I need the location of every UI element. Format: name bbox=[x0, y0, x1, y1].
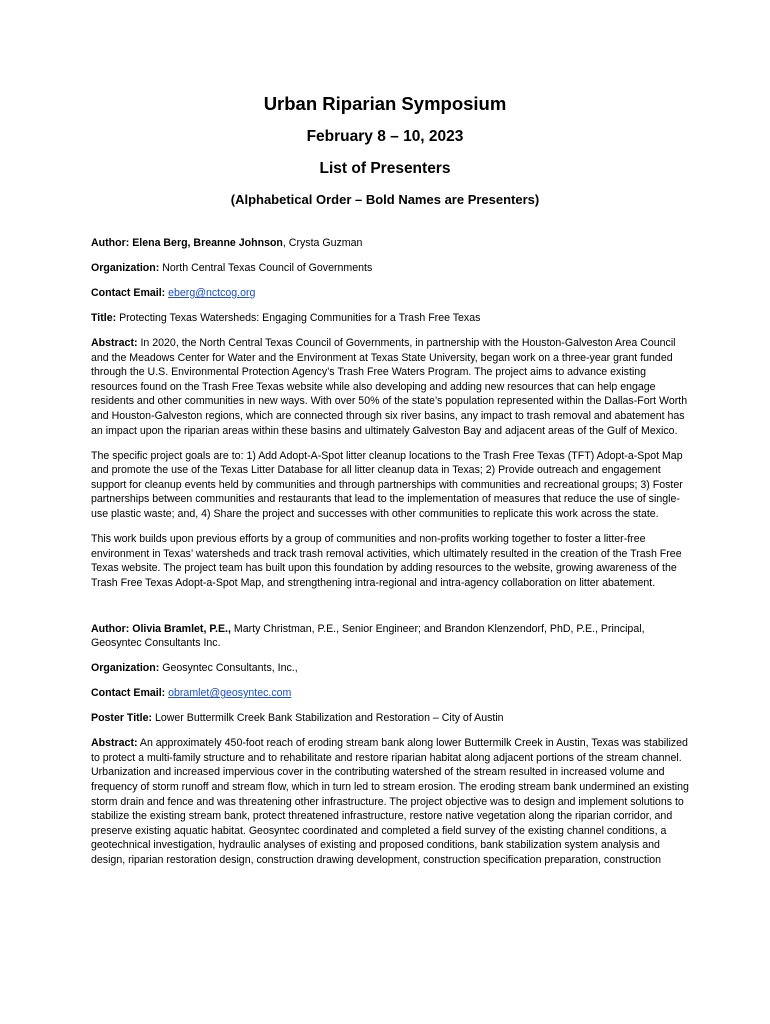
organization-value: North Central Texas Council of Governments bbox=[162, 261, 373, 274]
coauthor-names: , Crysta Guzman bbox=[282, 237, 363, 249]
title-label: Title: bbox=[91, 311, 117, 324]
presenter-names: Olivia Bramlet, P.E., bbox=[132, 622, 231, 635]
background-paragraph: This work builds upon previous efforts by a group of communities and non-profits working together to foster a litter-free environment in Texas’ watersheds and track trash removal activities, which ultimately resulted in the creation of the Trash Free Texas website. The project team has built upon this foundation by adding resources to the website, growing awareness of the Trash Free Texas Adopt-a-Spot Map, and strengthening intra-regional and intra-agency collaboration on litter abatement. bbox=[91, 533, 682, 590]
title-value: Protecting Texas Watersheds: Engaging Communities for a Trash Free Texas bbox=[119, 311, 481, 324]
abstract-text: In 2020, the North Central Texas Council of Governments, in partnership with the Houston-Galveston Area Council and the Meadows Center for Water and the Environment at Texas State University, began work on a three-year grant funded through the U.S. Environmental Protection Agency’s Trash Free Waters Program. The project aims to advance existing resources found on the Trash Free Texas website while also developing and adding new resources that can help engage residents and other communities in new ways. With over 50% of the state’s population represented within the Dallas-Fort Worth and Houston-Galveston regions, which are connected through six river basins, any impact to trash removal and abatement has an impact upon the riparian areas within these basins and ultimately Galveston Bay and adjacent areas of the Gulf of Mexico. bbox=[91, 336, 688, 437]
author-line bbox=[91, 622, 693, 651]
symposium-dates: February 8 – 10, 2023 bbox=[306, 128, 464, 145]
presenter-entry bbox=[91, 236, 693, 591]
abstract-paragraph bbox=[91, 336, 693, 438]
organization-value: Geosyntec Consultants, Inc., bbox=[162, 662, 298, 675]
email-label: Contact Email: bbox=[91, 687, 166, 700]
title-line bbox=[91, 311, 693, 326]
goals-paragraph: The specific project goals are to: 1) Add Adopt-A-Spot litter cleanup locations to the Trash Free Texas (TFT) Adopt-a-Spot Map and promote the use of the Texas Litter Database for all litter cleanup data in Texas; 2) Provide outreach and engagement support for cleanup events held by communities and through partnerships with communities and recreational groups; 3) Foster partnerships between communities and restaurants that lead to the implementation of measures that reduce the use of single-use plastic waste; and, 4) Share the project and successes with other communities to replicate this work across the state. bbox=[91, 449, 683, 521]
email-line bbox=[91, 686, 693, 701]
symposium-title: Urban Riparian Symposium bbox=[263, 93, 507, 114]
email-link[interactable]: eberg@nctcog.org bbox=[168, 286, 256, 299]
abstract-text: An approximately 450-foot reach of eroding stream bank along lower Buttermilk Creek in Austin, Texas was stabilized to protect a multi-family structure and to rehabilitate and restore riparian habitat along adjacent portions of the stream channel. Urbanization and increased impervious cover in the contributing watershed of the stream resulted in increased volume and frequency of storm runoff and stream flow, which in turn led to stream erosion. The eroding stream bank undermined an existing storm drain and fence and was threatening other infrastructure. The project objective was to design and implement solutions to stabilize the existing stream bank, protect threatened infrastructure, restore native vegetation along the riparian corridor, and preserve existing aquatic habitat. Geosyntec coordinated and completed a field survey of the existing channel conditions, a geotechnical investigation, hydraulic analyses of existing and proposed conditions, bank stabilization system analysis and design, riparian restoration design, construction drawing development, construction specification preparation, construction bbox=[91, 737, 689, 866]
presenter-names: Elena Berg, Breanne Johnson bbox=[132, 237, 283, 249]
organization-line bbox=[91, 261, 693, 276]
email-label: Contact Email: bbox=[91, 286, 166, 299]
presenter-entry bbox=[91, 622, 693, 868]
organization-label: Organization: bbox=[91, 662, 160, 675]
email-line bbox=[91, 286, 693, 301]
poster-title-line bbox=[91, 711, 693, 726]
abstract-label: Abstract: bbox=[91, 336, 138, 349]
organization-label: Organization: bbox=[91, 261, 160, 274]
email-link[interactable]: obramlet@geosyntec.com bbox=[168, 687, 292, 700]
poster-title-value: Lower Buttermilk Creek Bank Stabilization and Restoration – City of Austin bbox=[154, 712, 504, 725]
author-label: Author: bbox=[91, 622, 130, 635]
abstract-paragraph bbox=[91, 736, 693, 867]
author-label: Author: bbox=[91, 237, 130, 249]
presenter-list bbox=[91, 236, 693, 868]
author-line bbox=[91, 236, 693, 251]
abstract-label: Abstract: bbox=[91, 737, 138, 750]
list-title: List of Presenters bbox=[319, 160, 451, 177]
organization-line bbox=[91, 661, 693, 676]
list-note: (Alphabetical Order – Bold Names are Presenters) bbox=[230, 192, 540, 207]
coauthor-names: Marty Christman, P.E., Senior Engineer; and Brandon Klenzendorf, PhD, P.E., Principal, Geosyntec Consultants Inc. bbox=[91, 622, 645, 650]
poster-title-label: Poster Title: bbox=[91, 712, 153, 725]
